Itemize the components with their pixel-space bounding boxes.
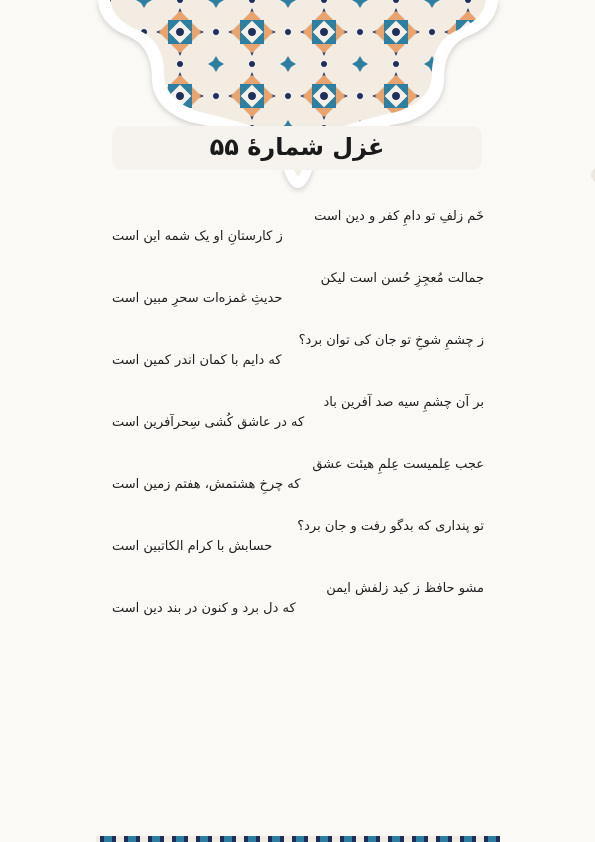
couplet <box>112 453 484 515</box>
ornamental-header-emblem <box>0 0 595 200</box>
couplet <box>112 577 484 639</box>
couplet <box>112 391 484 453</box>
side-page-mark <box>583 168 595 182</box>
first-hemistich: جمالت مُعجِزِ حُسن است لیکن <box>320 271 484 286</box>
first-hemistich: بر آن چشمِ سیه صد آفرین باد <box>323 395 484 410</box>
first-hemistich: مشو حافظ ز کید زلفش ایمن <box>326 581 484 596</box>
second-hemistich: ز کارستانِ او یک شمه این است <box>112 229 283 244</box>
couplet <box>112 515 484 577</box>
first-hemistich: عجب عِلمیست عِلمِ هیئت عشق <box>312 457 484 472</box>
second-hemistich: حسابش با کرام الکاتبین است <box>112 539 273 554</box>
poem-body <box>112 205 484 639</box>
couplet <box>112 267 484 329</box>
second-hemistich: که دل برد و کنون در بند دین است <box>112 601 296 616</box>
first-hemistich: خَم زلفِ تو دامِ کفر و دین است <box>314 209 484 224</box>
second-hemistich: که در عاشق کُشی سِحرآفرین است <box>112 415 305 430</box>
first-hemistich: ز چشمِ شوخِ تو جان کی توان برد؟ <box>298 333 484 348</box>
couplet <box>112 329 484 391</box>
first-hemistich: تو پنداری که بدگو رفت و جان برد؟ <box>297 519 484 534</box>
page-title: غزل شمارهٔ ۵۵ <box>209 133 385 161</box>
second-hemistich: که دایم با کمان اندر کمین است <box>112 353 282 368</box>
title-band <box>112 126 482 170</box>
ornamental-footer-border <box>0 834 595 842</box>
second-hemistich: که چرخِ هشتمش، هفتم زمین است <box>112 477 301 492</box>
second-hemistich: حدیثِ غمزه‌ات سحرِ مبین است <box>112 291 283 306</box>
couplet <box>112 205 484 267</box>
